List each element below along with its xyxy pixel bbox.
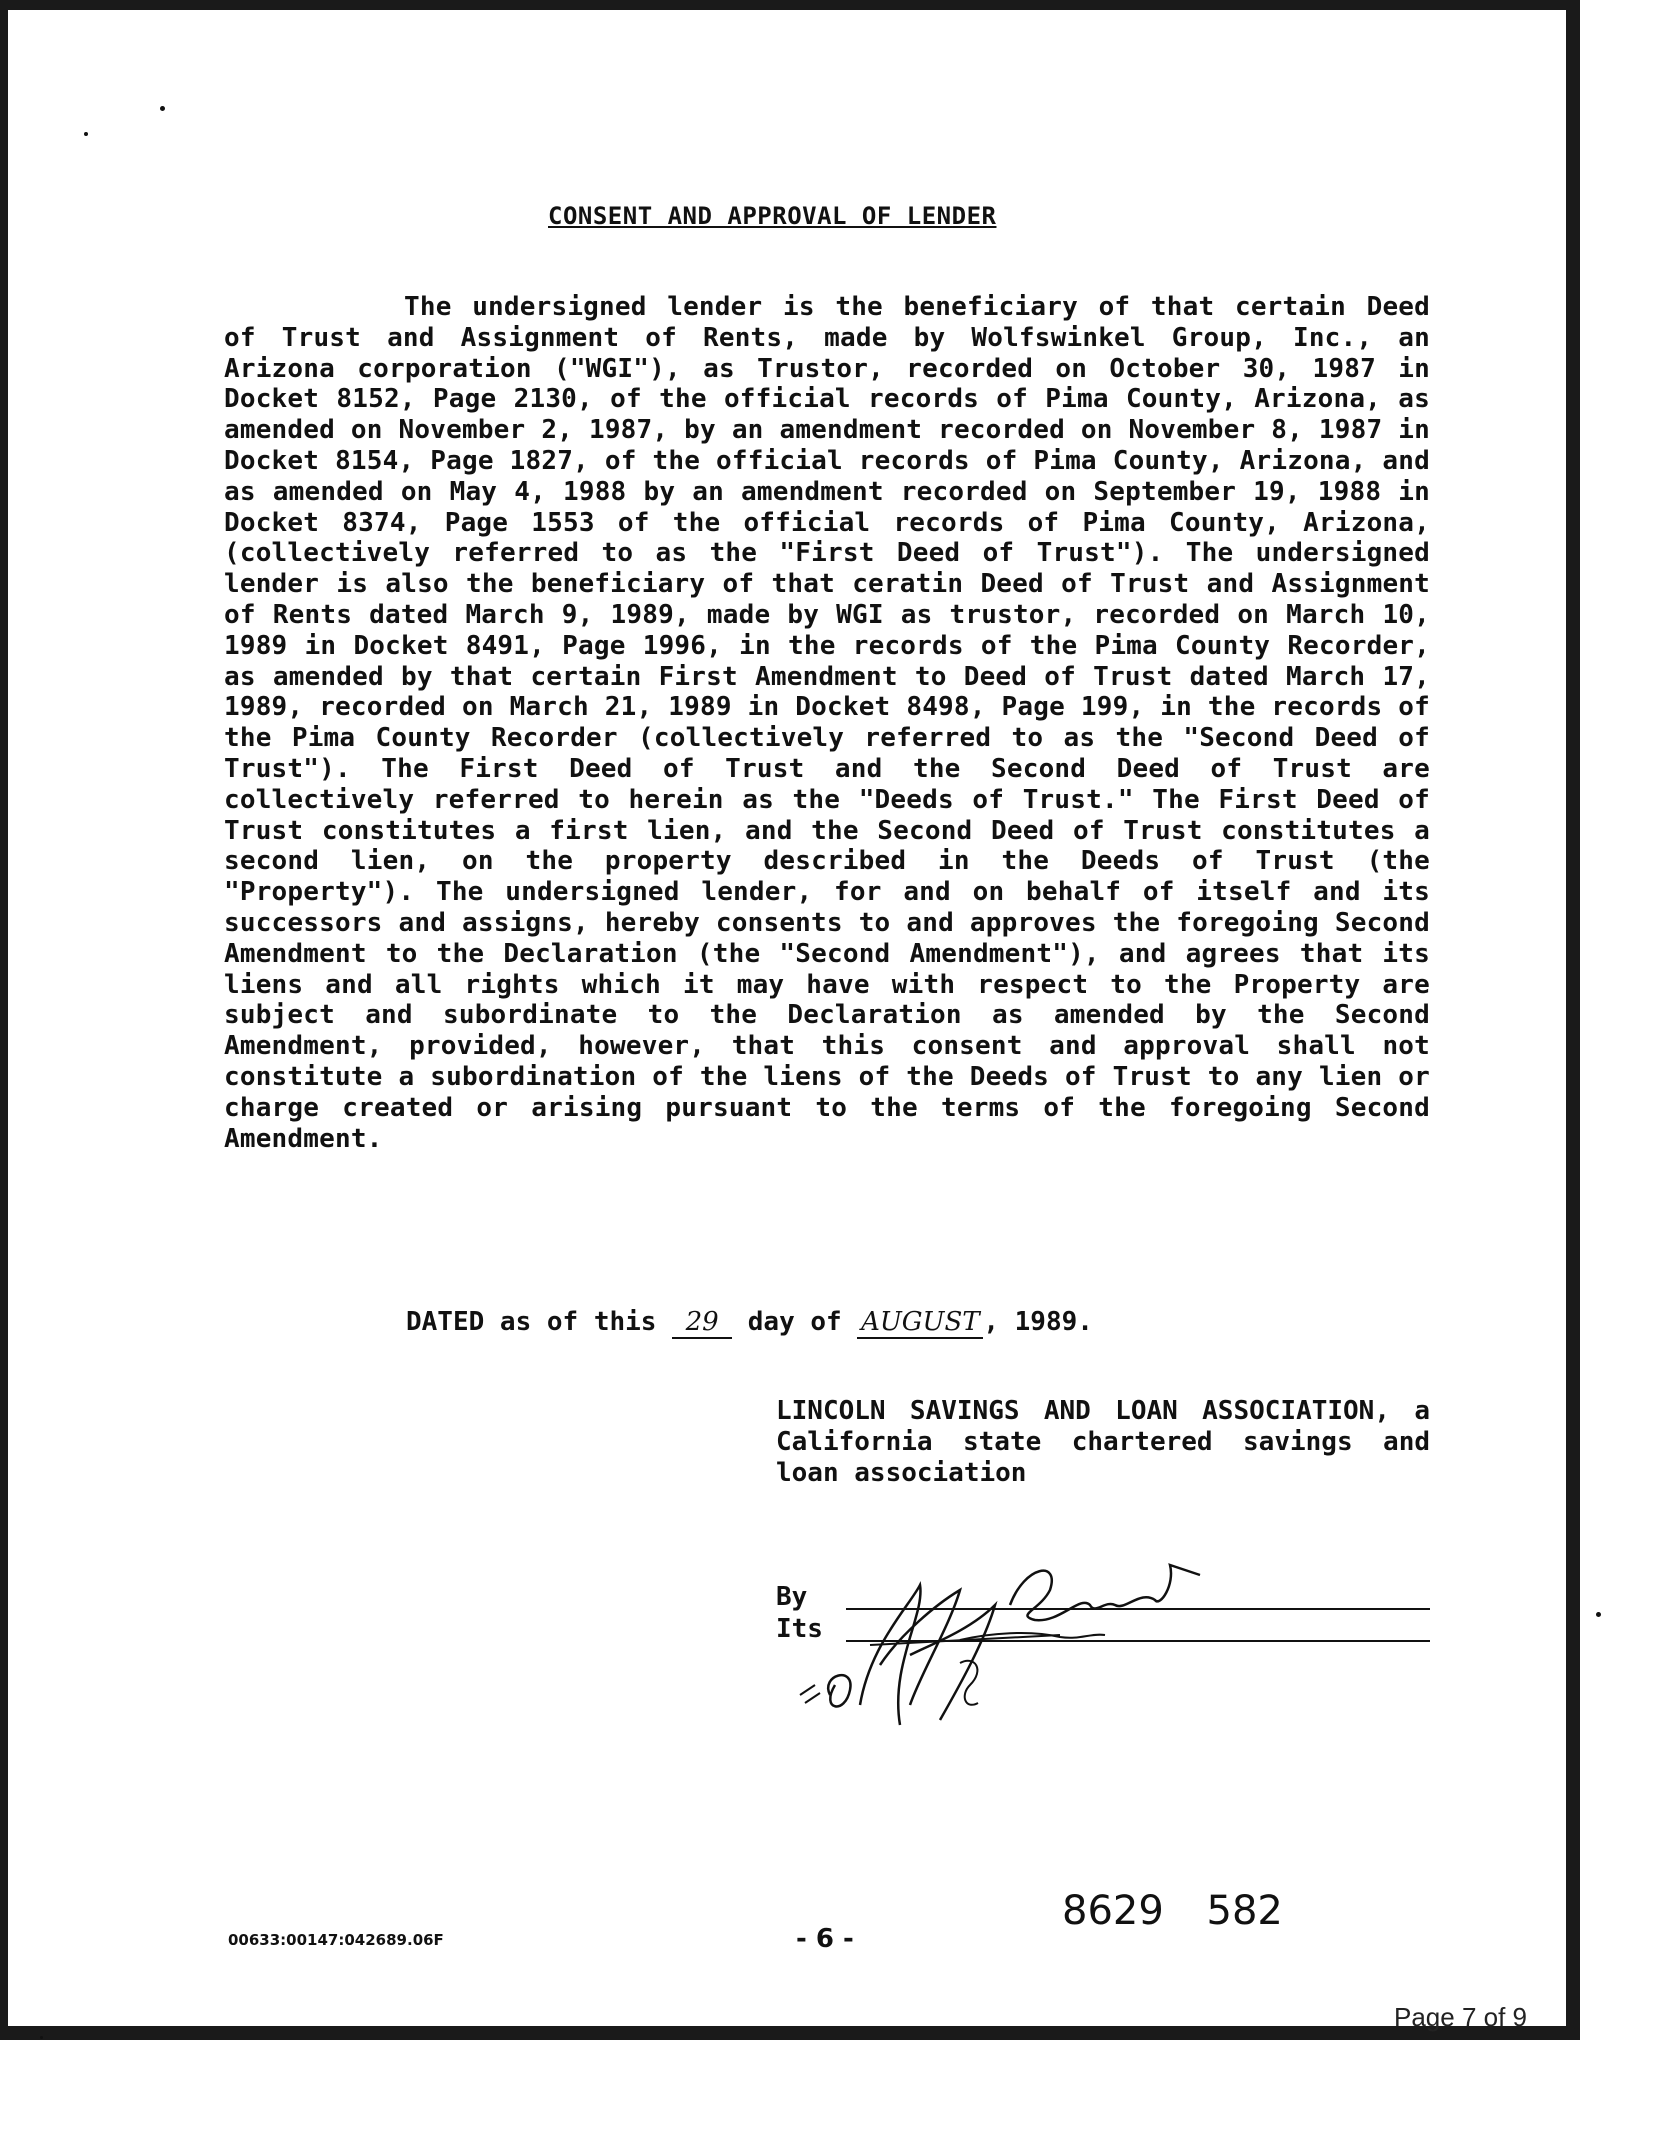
document-title: CONSENT AND APPROVAL OF LENDER (548, 202, 997, 230)
record-number: 8629 582 (1062, 1888, 1283, 1934)
handwritten-signature (760, 1545, 1320, 1745)
scan-speck (40, 2036, 43, 2039)
scan-speck (84, 132, 88, 136)
scan-speck (160, 106, 165, 111)
by-label: By (776, 1582, 808, 1612)
lender-name-block: LINCOLN SAVINGS AND LOAN ASSOCIATION, a California state chartered savings and loan association (776, 1396, 1430, 1488)
dated-middle: day of (747, 1307, 842, 1337)
page-count: Page 7 of 9 (1394, 2002, 1527, 2032)
its-label: Its (776, 1614, 823, 1644)
page-mark: - 6 - (796, 1924, 854, 1954)
scan-speck (1596, 1612, 1601, 1617)
dated-line (406, 1307, 1093, 1339)
dated-prefix: DATED as of this (406, 1307, 657, 1337)
consent-paragraph: The undersigned lender is the beneficiary of that certain Deed of Trust and Assignment of Rents, made by Wolfswinkel Group, Inc., an Arizona corporation ("WGI"), as Trustor, recorded on October 30, 1987 in Docket 8152, Page 2130, of the official records of Pima County, Arizona, as amended on November 2, 1987, by an amendment recorded on November 8, 1987 in Docket 8154, Page 1827, of the official records of Pima County, Arizona, and as amended on May 4, 1988 by an amendment recorded on September 19, 1988 in Docket 8374, Page 1553 of the official records of Pima County, Arizona, (collectively referred to as the "First Deed of Trust"). The undersigned lender is also the beneficiary of that ceratin Deed of Trust and Assignment of Rents dated March 9, 1989, made by WGI as trustor, recorded on March 10, 1989 in Docket 8491, Page 1996, in the records of the Pima County Recorder, as amended by that certain First Amendment to Deed of Trust dated March 17, 1989, recorded on March 21, 1989 in Docket 8498, Page 199, in the records of the Pima County Recorder (collectively referred to as the "Second Deed of Trust"). The First Deed of Trust and the Second Deed of Trust are collectively referred to herein as the "Deeds of Trust." The First Deed of Trust constitutes a first lien, and the Second Deed of Trust constitutes a second lien, on the property described in the Deeds of Trust (the "Property"). The undersigned lender, for and on behalf of itself and its successors and assigns, hereby consents to and approves the foregoing Second Amendment to the Declaration (the "Second Amendment"), and agrees that its liens and all rights which it may have with respect to the Property are subject and subordinate to the Declaration as amended by the Second Amendment, provided, however, that this consent and approval shall not constitute a subordination of the liens of the Deeds of Trust to any lien or charge created or arising pursuant to the terms of the foregoing Second Amendment. (224, 292, 1430, 1154)
scan-stamp (1400, 2030, 1550, 2040)
dated-day-field: 29 (672, 1307, 732, 1339)
dated-month-field: AUGUST (857, 1307, 983, 1339)
dated-suffix: , 1989. (983, 1307, 1093, 1337)
document-number: 00633:00147:042689.06F (228, 1931, 444, 1949)
